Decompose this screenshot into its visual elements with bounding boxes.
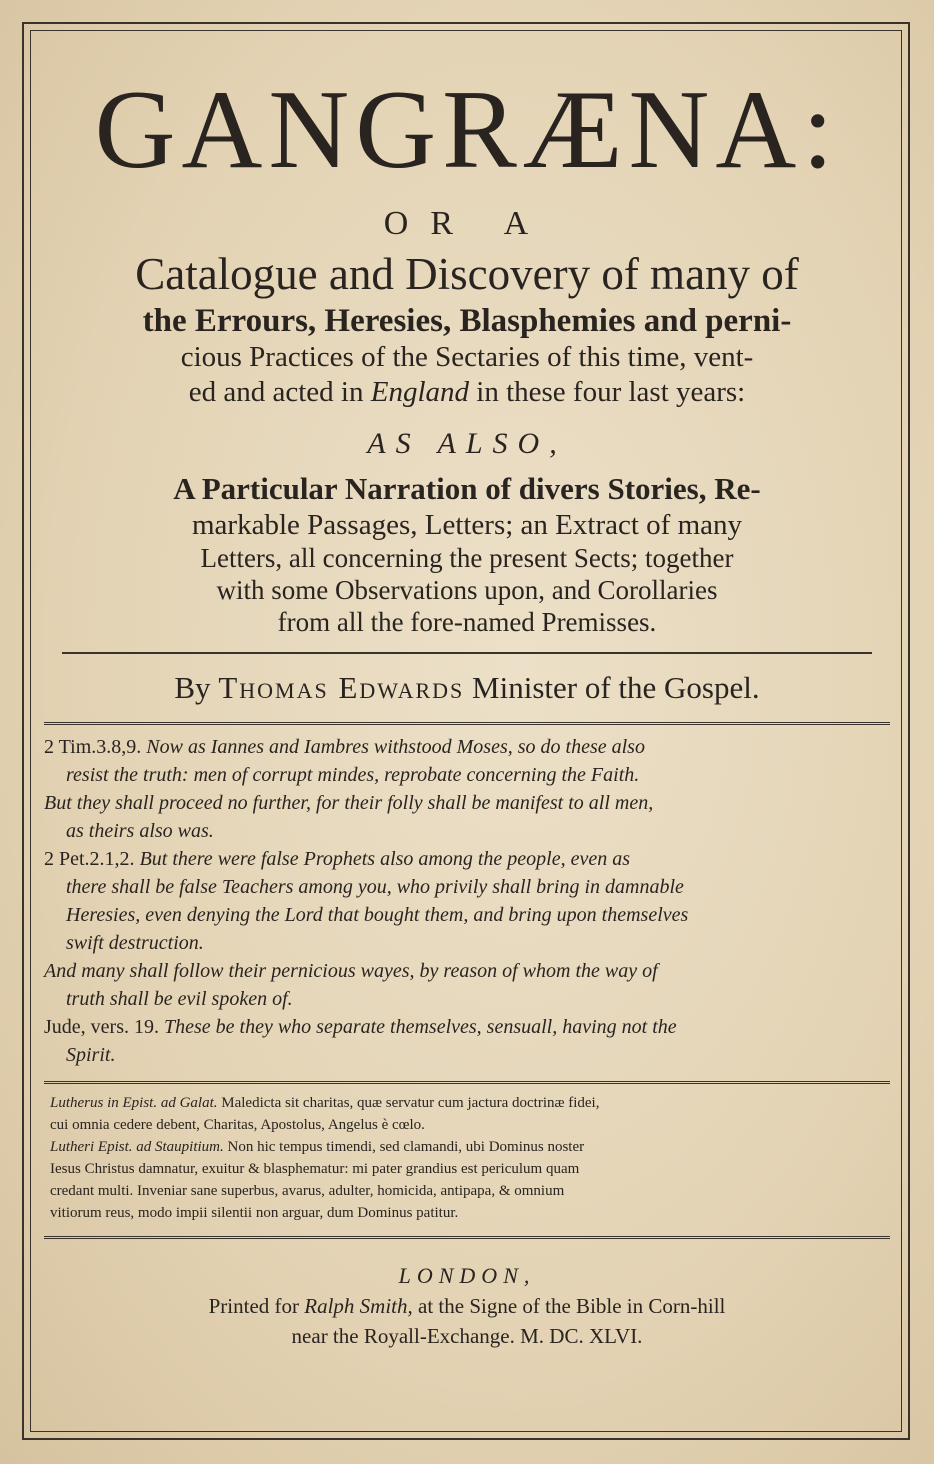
scripture-p3-l4: swift destruction.	[66, 932, 204, 954]
scripture-p3-l1	[44, 845, 880, 873]
author-prefix: By	[174, 670, 219, 705]
subtitle-england: England	[370, 376, 470, 408]
latin-text: Maledicta sit charitas, quæ servatur cum jactura doctrinæ fidei,	[217, 1095, 600, 1111]
scripture-ref-2pet: 2 Pet.2.1,2.	[44, 848, 135, 870]
imprint-city: LONDON,	[398, 1263, 536, 1288]
scripture-p5-l1	[44, 1013, 880, 1041]
scripture-text: These be they who separate themselves, sensuall, having not the	[158, 1016, 677, 1038]
subtitle-line-4-a: ed and acted in	[188, 376, 371, 408]
narration-line-5: from all the fore-named Premisses.	[277, 607, 657, 637]
title-page	[44, 40, 890, 1351]
divider-above-latin	[44, 1081, 890, 1084]
latin-text: Non hic tempus timendi, sed clamandi, ubi Dominus noster	[223, 1139, 585, 1155]
latin-q2-l2: Iesus Christus damnatur, exuitur & blasphematur: mi pater grandius est periculum quam	[50, 1161, 580, 1177]
latin-epigraph	[44, 1092, 890, 1224]
divider-above-imprint	[44, 1236, 890, 1239]
subtitle-line-3: cious Practices of the Sectaries of this time, vent-	[180, 341, 754, 373]
latin-q2-l1	[50, 1136, 884, 1158]
imprint-address: at the Signe of the Bible in Corn-hill	[412, 1294, 726, 1318]
scripture-p1-l2: resist the truth: men of corrupt mindes, reprobate concerning the Faith.	[66, 764, 640, 786]
scripture-p2-l1: But they shall proceed no further, for their folly shall be manifest to all men,	[44, 792, 654, 814]
latin-q1-l2: cui omnia cedere debent, Charitas, Apostolus, Angelus è cœlo.	[50, 1117, 425, 1133]
narration-line-3: Letters, all concerning the present Sects; together	[200, 543, 734, 573]
imprint-printed-for: Printed for	[208, 1294, 305, 1318]
scripture-text: Now as Iannes and Iambres withstood Moses, so do these also	[141, 736, 645, 758]
as-also-heading: AS ALSO,	[367, 427, 567, 460]
latin-source-1: Lutherus in Epist. ad Galat.	[50, 1095, 218, 1111]
scripture-p4-l1: And many shall follow their pernicious wayes, by reason of whom the way of	[44, 960, 658, 982]
imprint-line-2: near the Royall-Exchange. M. DC. XLVI.	[291, 1324, 643, 1348]
imprint	[44, 1261, 890, 1351]
author-suffix: Minister of the Gospel.	[464, 670, 760, 705]
book-title: GANGRÆNA:	[94, 68, 840, 192]
divider-above-scripture	[44, 722, 890, 725]
imprint-line-1	[44, 1291, 890, 1321]
subtitle-line-4-c: in these four last years:	[469, 376, 746, 408]
narration-line-2: markable Passages, Letters; an Extract of many	[192, 509, 742, 541]
divider-above-author	[62, 652, 872, 654]
scripture-epigraph	[44, 733, 890, 1069]
narration-line-4: with some Observations upon, and Corollaries	[216, 575, 718, 605]
scripture-p3-l3: Heresies, even denying the Lord that bought them, and bring upon themselves	[66, 904, 689, 926]
subtitle-line-1: Catalogue and Discovery of many of	[135, 249, 799, 299]
scripture-ref-2tim: 2 Tim.3.8,9.	[44, 736, 142, 758]
scripture-p2-l2: as theirs also was.	[66, 820, 214, 842]
scripture-ref-jude: Jude, vers. 19.	[44, 1016, 159, 1038]
scripture-p3-l2: there shall be false Teachers among you, who privily shall bring in damnable	[66, 876, 684, 898]
subtitle-line-2: the Errours, Heresies, Blasphemies and perni-	[142, 303, 792, 339]
latin-q1-l1	[50, 1092, 884, 1114]
scripture-p4-l2: truth shall be evil spoken of.	[66, 988, 293, 1010]
latin-q2-l3: credant multi. Inveniar sane superbus, avarus, adulter, homicida, antipapa, & omnium	[50, 1183, 565, 1199]
latin-q2-l4: vitiorum reus, modo impii silentii non arguar, dum Dominus patitur.	[50, 1205, 459, 1221]
subtitle-line-4	[44, 375, 890, 410]
narration-line-1: A Particular Narration of divers Stories, Re-	[173, 471, 761, 506]
scripture-text: But there were false Prophets also among the people, even as	[134, 848, 631, 870]
scripture-p5-l2: Spirit.	[66, 1044, 116, 1066]
author-line	[44, 668, 890, 708]
author-name: Thomas Edwards	[218, 670, 465, 705]
latin-source-2: Lutheri Epist. ad Staupitium.	[50, 1139, 224, 1155]
or-a-line: OR A	[383, 205, 551, 242]
scripture-p1-l1	[44, 733, 880, 761]
imprint-printer: Ralph Smith,	[304, 1294, 413, 1318]
